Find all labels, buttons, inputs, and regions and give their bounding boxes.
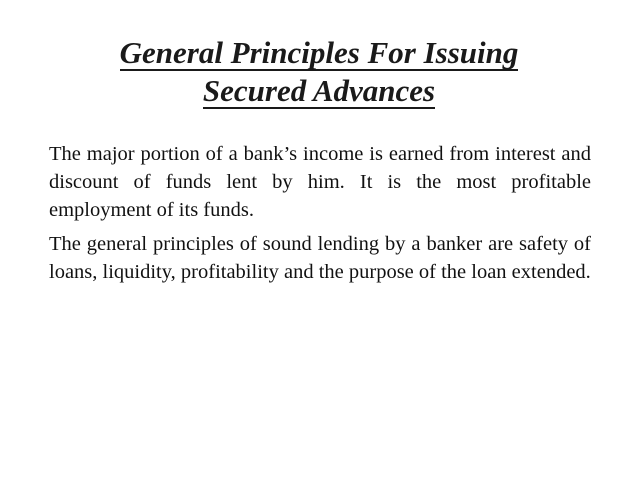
paragraph-principles: The general principles of sound lending by a banker are safety of loans, liquidity, profitability and the purpose of the loan extended. [49,233,591,283]
slide-title [40,34,598,110]
paragraph-income: The major portion of a bank’s income is earned from interest and discount of funds lent by him. It is the most profitable employment of its funds. [49,143,591,221]
title-line-1: General Principles For Issuing [119,35,519,70]
title-line-2: Secured Advances [202,73,436,108]
slide-body [49,140,591,292]
